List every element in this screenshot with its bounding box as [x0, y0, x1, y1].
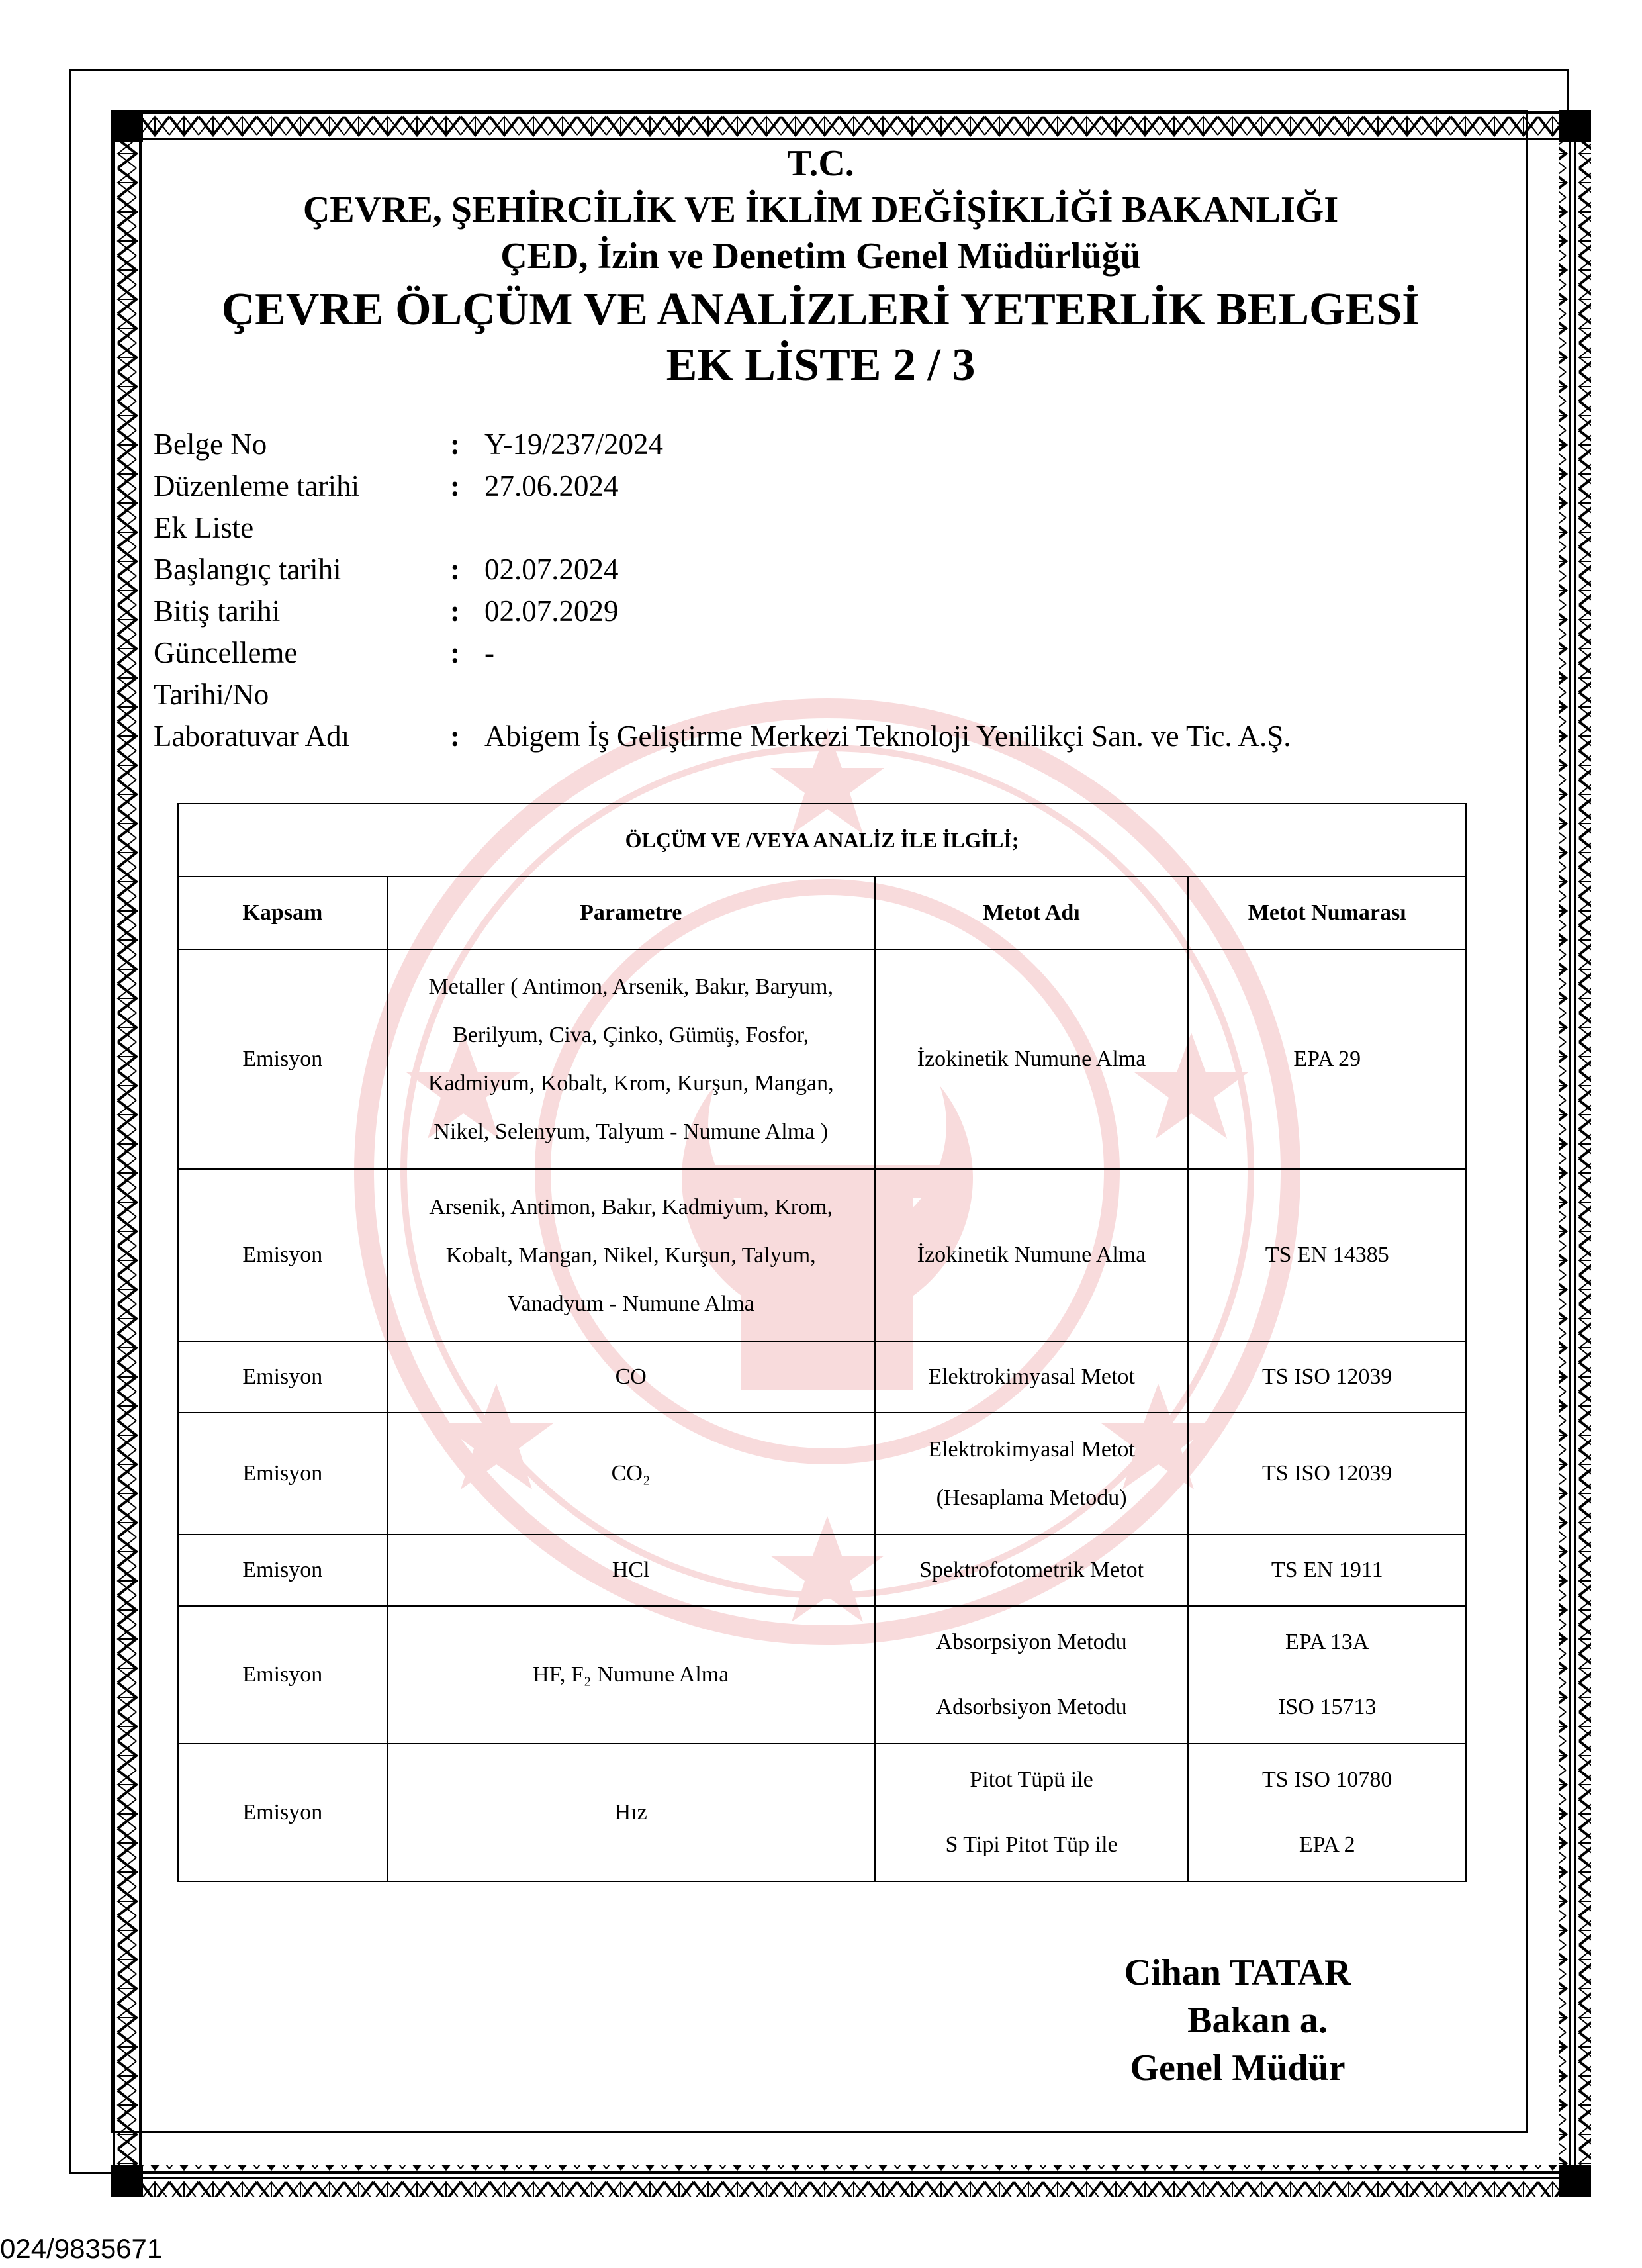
- metot-cell: Elektrokimyasal Metot: [875, 1341, 1189, 1413]
- metot-line: S Tipi Pitot Tüp ile: [945, 1832, 1118, 1857]
- info-label: Laboratuvar Adı: [154, 720, 350, 753]
- column-header-parametre: Parametre: [387, 876, 875, 949]
- info-colon: [445, 507, 484, 549]
- parametre-line: Nikel, Selenyum, Talyum - Numune Alma ): [433, 1119, 829, 1144]
- info-row: [154, 549, 1510, 591]
- parametre-line: Berilyum, Civa, Çinko, Gümüş, Fosfor,: [453, 1023, 809, 1047]
- info-value: Abigem İş Geliştirme Merkezi Teknoloji Yenilikçi San. ve Tic. A.Ş.: [484, 720, 1291, 753]
- ministry-name: ÇEVRE, ŞEHİRCİLİK VE İKLİM DEĞİŞİKLİĞİ BAKANLIĞI: [302, 189, 1339, 230]
- numara-cell: [1188, 1606, 1466, 1744]
- numara-line: ISO 15713: [1278, 1695, 1377, 1719]
- signatory-name: Cihan TATAR: [1124, 1952, 1351, 1993]
- info-value: -: [484, 636, 494, 669]
- metot-cell: [875, 1606, 1189, 1744]
- table-row: [178, 1169, 1466, 1341]
- annex-list-title: EK LİSTE 2 / 3: [666, 340, 976, 391]
- info-row: [154, 424, 1510, 465]
- info-label: Ek Liste: [154, 511, 254, 544]
- info-value: 02.07.2024: [484, 553, 619, 586]
- info-row: [154, 674, 1510, 716]
- table-row: [178, 1413, 1466, 1535]
- parametre-cell: CO: [387, 1341, 875, 1413]
- table-row: [178, 1744, 1466, 1881]
- parametre-cell: HF, F₂ Numune Alma: [387, 1606, 875, 1744]
- numara-cell: [1188, 1744, 1466, 1881]
- info-label: Düzenleme tarihi: [154, 469, 360, 502]
- table-row: [178, 1535, 1466, 1606]
- certificate-header: [119, 140, 1522, 393]
- numara-line: TS ISO 10780: [1261, 1768, 1392, 1792]
- kapsam-cell: Emisyon: [178, 1413, 387, 1535]
- kapsam-cell: Emisyon: [178, 1341, 387, 1413]
- info-colon: :: [450, 636, 460, 669]
- metot-cell: İzokinetik Numune Alma: [875, 949, 1189, 1169]
- numara-cell: TS EN 14385: [1188, 1169, 1466, 1341]
- info-label: Başlangıç tarihi: [154, 553, 342, 586]
- column-header-kapsam: Kapsam: [178, 876, 387, 949]
- metot-line: Pitot Tüpü ile: [970, 1768, 1093, 1792]
- country-abbrev: T.C.: [787, 143, 854, 184]
- signatory-title-2: Genel Müdür: [1130, 2048, 1346, 2089]
- table-header-row: [178, 876, 1466, 949]
- metot-cell: Spektrofotometrik Metot: [875, 1535, 1189, 1606]
- metot-line: (Hesaplama Metodu): [936, 1486, 1127, 1510]
- kapsam-cell: Emisyon: [178, 1169, 387, 1341]
- info-colon: :: [450, 428, 460, 461]
- info-colon: :: [450, 553, 460, 586]
- numara-cell: TS EN 1911: [1188, 1535, 1466, 1606]
- parametre-cell: CO₂: [387, 1413, 875, 1535]
- metot-line: Absorpsiyon Metodu: [936, 1630, 1127, 1654]
- parametre-line: Kadmiyum, Kobalt, Krom, Kurşun, Mangan,: [428, 1071, 834, 1096]
- metot-line: Adsorbsiyon Metodu: [936, 1695, 1127, 1719]
- kapsam-cell: Emisyon: [178, 1535, 387, 1606]
- parametre-cell: Hız: [387, 1744, 875, 1881]
- table-row: [178, 1606, 1466, 1744]
- info-label: Tarihi/No: [154, 678, 269, 711]
- info-label: Belge No: [154, 428, 267, 461]
- info-row: [154, 591, 1510, 632]
- info-value: 02.07.2029: [484, 594, 619, 628]
- numara-line: EPA 13A: [1285, 1630, 1369, 1654]
- info-label: Güncelleme: [154, 636, 298, 669]
- info-colon: :: [450, 469, 460, 502]
- info-colon: [445, 674, 484, 716]
- table-title: ÖLÇÜM VE /VEYA ANALİZ İLE İLGİLİ;: [178, 804, 1466, 876]
- info-value: [484, 674, 1510, 716]
- document-number: 024/9835671: [0, 2233, 163, 2264]
- parametre-line: Kobalt, Mangan, Nikel, Kurşun, Talyum,: [445, 1243, 816, 1268]
- info-colon: :: [450, 594, 460, 628]
- info-row: [154, 507, 1510, 549]
- scope-table: [177, 803, 1467, 1882]
- signatory-title-1: Bakan a.: [1187, 2000, 1328, 2041]
- table-row: [178, 949, 1466, 1169]
- info-value: 27.06.2024: [484, 469, 619, 502]
- parametre-line: Metaller ( Antimon, Arsenik, Bakır, Baryum,: [428, 974, 833, 999]
- parametre-line: Arsenik, Antimon, Bakır, Kadmiyum, Krom,: [429, 1194, 833, 1219]
- parametre-cell: [387, 949, 875, 1169]
- info-value: Y-19/237/2024: [484, 428, 663, 461]
- info-label: Bitiş tarihi: [154, 594, 281, 628]
- kapsam-cell: Emisyon: [178, 1606, 387, 1744]
- table-row: [178, 1341, 1466, 1413]
- numara-cell: TS ISO 12039: [1188, 1413, 1466, 1535]
- numara-line: EPA 2: [1299, 1832, 1355, 1857]
- parametre-cell: HCl: [387, 1535, 875, 1606]
- info-colon: :: [450, 720, 460, 753]
- numara-cell: TS ISO 12039: [1188, 1341, 1466, 1413]
- metot-line: Elektrokimyasal Metot: [928, 1437, 1135, 1462]
- info-value: [484, 507, 1510, 549]
- column-header-metot-adi: Metot Adı: [875, 876, 1189, 949]
- metot-cell: İzokinetik Numune Alma: [875, 1169, 1189, 1341]
- directorate-name: ÇED, İzin ve Denetim Genel Müdürlüğü: [500, 236, 1141, 277]
- parametre-line: Vanadyum - Numune Alma: [507, 1291, 754, 1316]
- signature-block: [1085, 1949, 1390, 2092]
- info-row: [154, 465, 1510, 507]
- kapsam-cell: Emisyon: [178, 1744, 387, 1881]
- info-row: [154, 632, 1510, 674]
- parametre-cell: [387, 1169, 875, 1341]
- certificate-title: ÇEVRE ÖLÇÜM VE ANALİZLERİ YETERLİK BELGESİ: [221, 284, 1420, 335]
- numara-cell: EPA 29: [1188, 949, 1466, 1169]
- column-header-metot-numarasi: Metot Numarası: [1188, 876, 1466, 949]
- info-row: [154, 716, 1510, 757]
- metot-cell: [875, 1744, 1189, 1881]
- kapsam-cell: Emisyon: [178, 949, 387, 1169]
- certificate-info: [154, 424, 1510, 757]
- metot-cell: [875, 1413, 1189, 1535]
